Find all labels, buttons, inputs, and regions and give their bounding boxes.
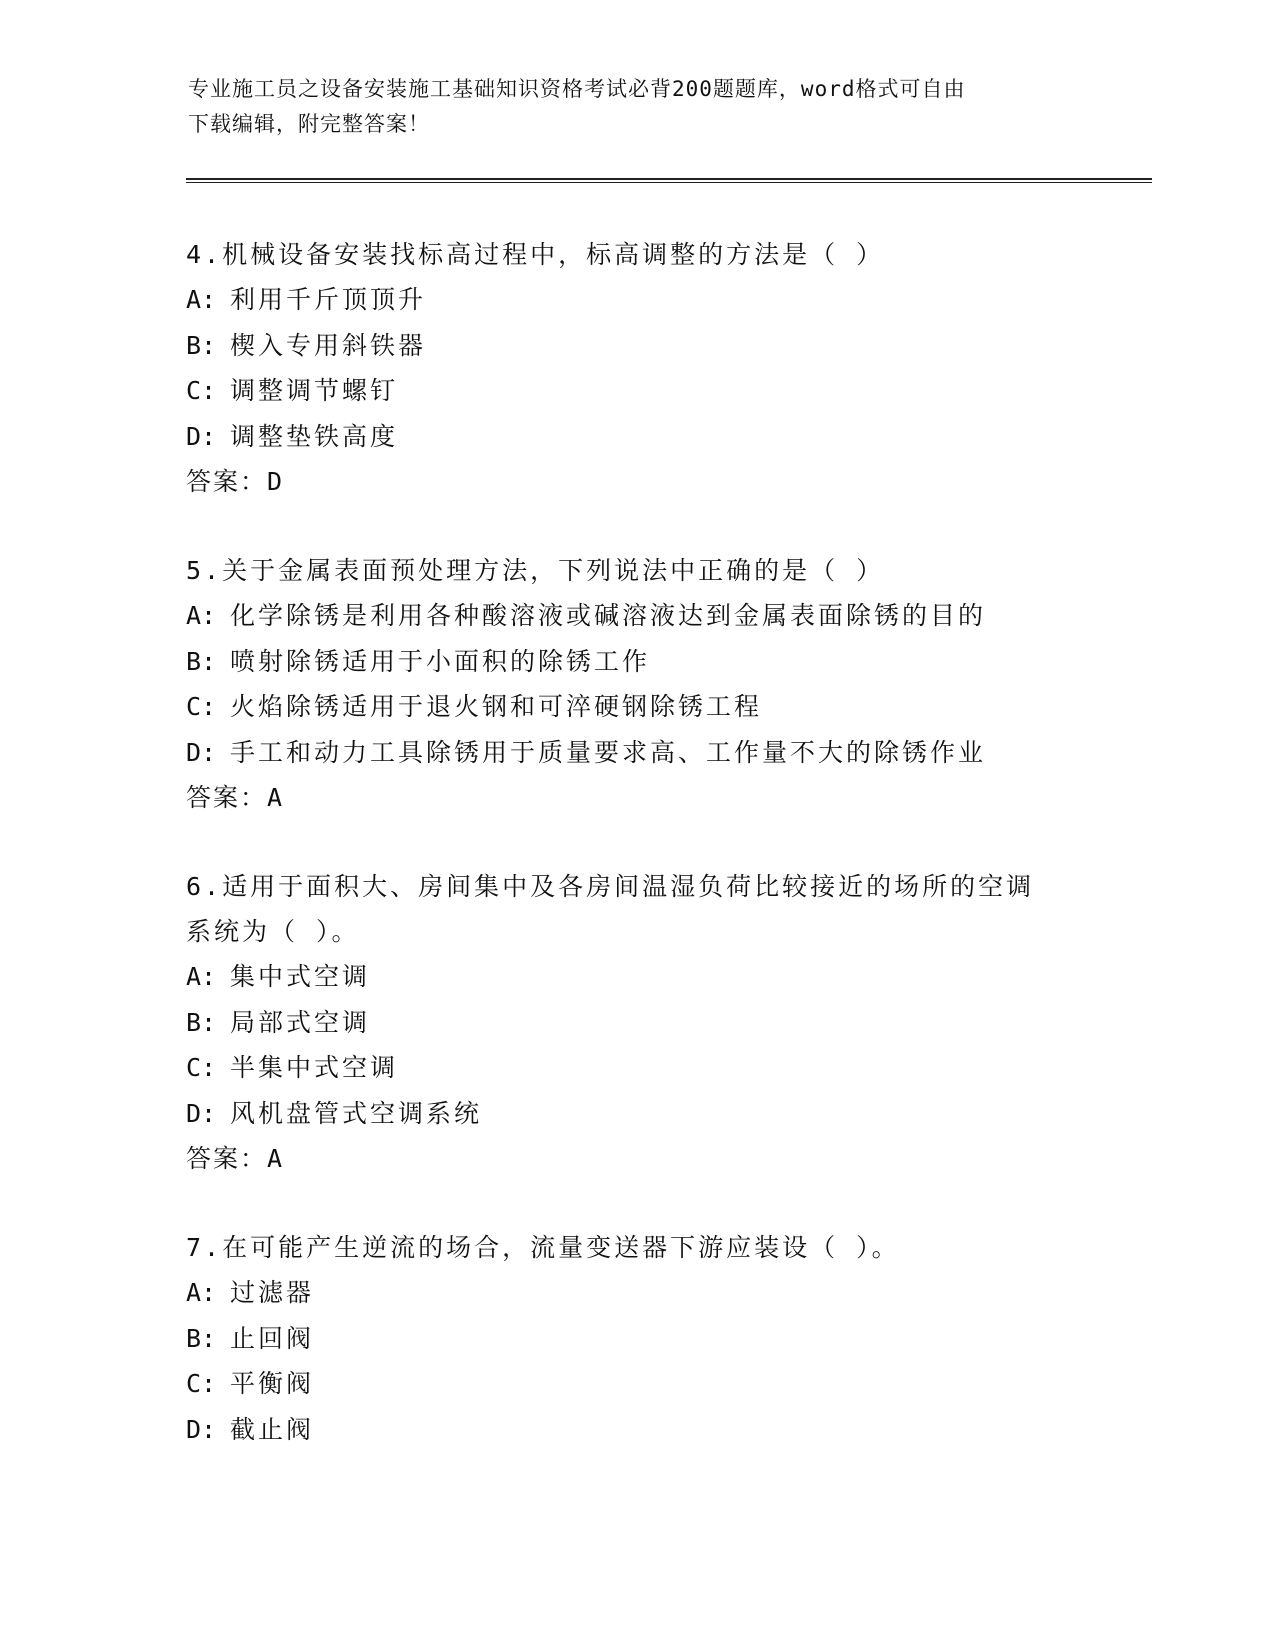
option-text: 火焰除锈适用于退火钢和可淬硬钢除锈工程 [230, 692, 763, 721]
option-key: C: [186, 376, 217, 405]
option-key: B: [186, 1323, 217, 1353]
option-d [186, 414, 1086, 460]
option-c [186, 1361, 1086, 1407]
option-key: A: [186, 285, 217, 314]
option-key: D: [186, 1098, 217, 1128]
question-stem: 7.在可能产生逆流的场合，流量变送器下游应装设（ ）。 [186, 1233, 900, 1262]
option-text: 止回阀 [230, 1323, 315, 1353]
option-key: D: [186, 421, 217, 451]
option-key: B: [186, 646, 217, 676]
option-text: 调整垫铁高度 [230, 421, 399, 451]
option-key: A: [186, 601, 217, 630]
option-d [186, 730, 1086, 776]
option-key: C: [186, 1053, 217, 1082]
option-text: 手工和动力工具除锈用于质量要求高、工作量不大的除锈作业 [230, 737, 987, 767]
answer-value: A [267, 1144, 283, 1173]
option-c [186, 368, 1086, 414]
answer-label: 答案： [186, 1144, 268, 1173]
option-text: 局部式空调 [230, 1007, 371, 1037]
option-text: 利用千斤顶顶升 [230, 285, 427, 314]
option-c [186, 684, 1086, 730]
document-header [188, 72, 1068, 142]
option-key: D: [186, 1414, 217, 1444]
option-key: A: [186, 962, 217, 991]
option-key: B: [186, 330, 217, 360]
question-stem: 5.关于金属表面预处理方法，下列说法中正确的是（ ） [186, 556, 885, 585]
answer [186, 459, 1086, 504]
option-d [186, 1091, 1086, 1137]
option-key: A: [186, 1278, 217, 1307]
option-text: 喷射除锈适用于小面积的除锈工作 [230, 646, 651, 676]
option-b [186, 1316, 1086, 1362]
option-key: C: [186, 692, 217, 721]
question-6 [186, 864, 1086, 1181]
option-key: B: [186, 1007, 217, 1037]
question-list [186, 232, 1086, 1496]
option-b [186, 639, 1086, 685]
header-divider [186, 178, 1152, 183]
option-text: 楔入专用斜铁器 [230, 330, 427, 360]
option-text: 过滤器 [230, 1278, 315, 1307]
question-stem: 4.机械设备安装找标高过程中，标高调整的方法是（ ） [186, 240, 885, 269]
option-a [186, 1270, 1086, 1316]
option-text: 平衡阀 [230, 1369, 315, 1398]
option-text: 集中式空调 [230, 962, 371, 991]
option-a [186, 593, 1086, 639]
option-key: D: [186, 737, 217, 767]
option-key: C: [186, 1369, 217, 1398]
answer [186, 775, 1086, 820]
option-a [186, 954, 1086, 1000]
option-text: 调整调节螺钉 [230, 376, 399, 405]
option-text: 半集中式空调 [230, 1053, 399, 1082]
question-7 [186, 1225, 1086, 1452]
option-text: 风机盘管式空调系统 [230, 1098, 483, 1128]
answer-label: 答案： [186, 467, 268, 496]
option-b [186, 1000, 1086, 1046]
option-a [186, 277, 1086, 323]
answer-value: A [267, 783, 283, 812]
option-text: 截止阀 [230, 1414, 315, 1444]
answer-value: D [267, 467, 283, 496]
question-stem: 6.适用于面积大、房间集中及各房间温湿负荷比较接近的场所的空调系统为（ ）。 [186, 872, 1035, 946]
header-line-2: 下载编辑，附完整答案！ [188, 112, 430, 136]
question-5 [186, 548, 1086, 820]
header-line-1: 专业施工员之设备安装施工基础知识资格考试必背200题题库，word格式可自由 [188, 77, 966, 101]
option-text: 化学除锈是利用各种酸溶液或碱溶液达到金属表面除锈的目的 [230, 601, 987, 630]
answer [186, 1136, 1086, 1181]
option-b [186, 323, 1086, 369]
answer-label: 答案： [186, 783, 268, 812]
option-d [186, 1407, 1086, 1453]
question-4 [186, 232, 1086, 504]
option-c [186, 1045, 1086, 1091]
